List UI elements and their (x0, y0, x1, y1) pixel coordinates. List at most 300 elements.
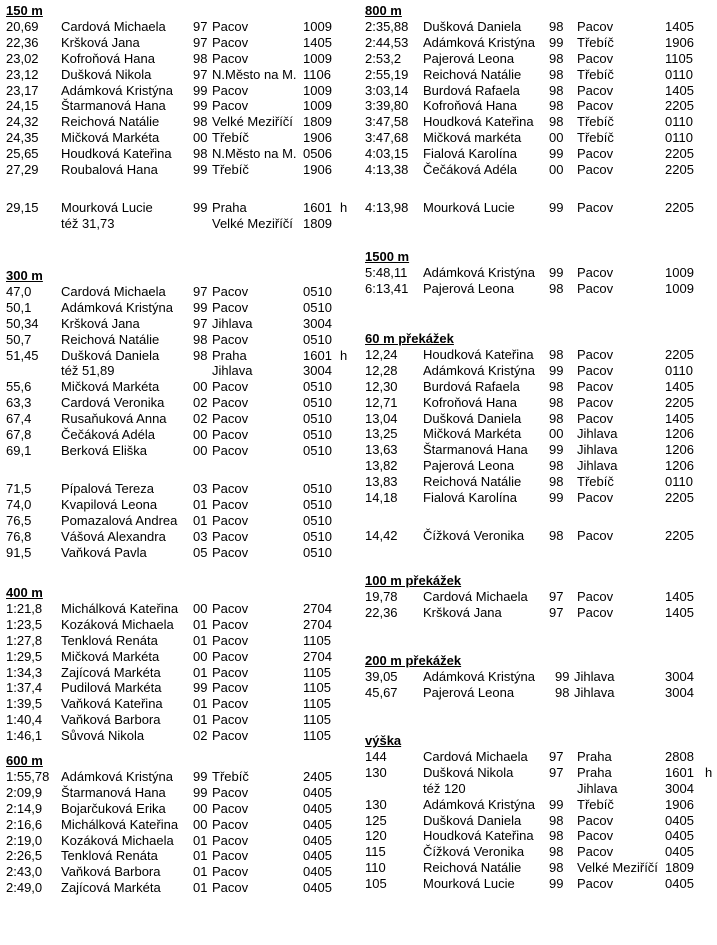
result-row (6, 880, 356, 896)
date: 1206 (665, 458, 694, 474)
result-row (365, 490, 715, 506)
athlete-name: Adámková Kristýna (61, 82, 173, 98)
hall-flag: h (340, 200, 348, 216)
birth-year: 01 (193, 496, 208, 512)
result-row (365, 35, 715, 51)
athlete-name: Adámková Kristýna (423, 34, 535, 50)
performance: 1:21,8 (6, 600, 43, 616)
birth-year: 98 (549, 410, 564, 426)
result-row (365, 114, 715, 130)
date: 1809 (303, 216, 332, 232)
venue: N.Město na M. (212, 66, 297, 82)
athlete-name: Vášová Alexandra (61, 528, 166, 544)
venue: Pacov (212, 442, 249, 458)
section-title: 1500 m (365, 249, 410, 264)
performance: 39,05 (365, 668, 398, 684)
date: 0405 (303, 784, 332, 800)
birth-year: 99 (549, 34, 564, 50)
venue: Pacov (577, 346, 614, 362)
performance: 2:53,2 (365, 50, 402, 66)
birth-year: 00 (193, 600, 208, 616)
result-row (365, 281, 715, 297)
result-row (6, 300, 356, 316)
birth-year: 01 (193, 848, 208, 864)
birth-year: 03 (193, 528, 208, 544)
athlete-name: Kršková Jana (61, 34, 140, 50)
birth-year: 01 (193, 616, 208, 632)
result-row (365, 83, 715, 99)
performance: 2:43,0 (6, 864, 43, 880)
result-row (365, 876, 715, 892)
date: 1206 (665, 426, 694, 442)
date: 1009 (665, 264, 694, 280)
athlete-name: Houdková Kateřina (61, 146, 172, 162)
venue: Pacov (212, 411, 249, 427)
date: 1405 (665, 410, 694, 426)
performance: 71,5 (6, 481, 32, 497)
performance: 1:40,4 (6, 712, 43, 728)
date: 1809 (303, 114, 332, 130)
date: 0405 (665, 876, 694, 892)
date: 2205 (665, 394, 694, 410)
birth-year: 00 (193, 130, 208, 146)
performance: 67,4 (6, 411, 32, 427)
performance: 1:39,5 (6, 696, 43, 712)
hall-flag: h (340, 347, 348, 363)
date: 0510 (303, 299, 332, 315)
venue: Pacov (212, 800, 249, 816)
result-row (365, 669, 715, 685)
result-row (365, 828, 715, 844)
result-row (365, 411, 715, 427)
athlete-name: Rusaňuková Anna (61, 411, 167, 427)
venue: Pacov (212, 528, 249, 544)
athlete-name: Adámková Kristýna (423, 796, 535, 812)
date: 0405 (303, 848, 332, 864)
date: 2808 (665, 748, 694, 764)
performance: 4:13,98 (365, 200, 409, 216)
venue: Velké Meziříčí (577, 860, 658, 876)
birth-year: 99 (193, 299, 208, 315)
result-row (6, 332, 356, 348)
result-row (365, 474, 715, 490)
venue: Pacov (212, 632, 249, 648)
section-title: 300 m (6, 268, 43, 283)
athlete-name: Štarmanová Hana (61, 98, 166, 114)
birth-year: 98 (549, 82, 564, 98)
performance: 55,6 (6, 379, 32, 395)
section-title: výška (365, 733, 402, 748)
birth-year: 98 (549, 474, 564, 490)
performance: 110 (365, 860, 386, 876)
venue: Pacov (212, 880, 249, 896)
birth-year: 99 (549, 200, 564, 216)
performance: 24,35 (6, 130, 39, 146)
performance: 2:55,19 (365, 66, 409, 82)
athlete-name: Kofroňová Hana (423, 98, 517, 114)
venue: Pacov (212, 728, 249, 744)
result-row (365, 426, 715, 442)
venue: N.Město na M. (212, 146, 297, 162)
birth-year: 99 (549, 876, 564, 892)
date: 1105 (303, 632, 331, 648)
athlete-name: Vaňková Barbora (61, 864, 161, 880)
athlete-name: Pudilová Markéta (61, 680, 162, 696)
section-title: 200 m překážek (365, 653, 462, 668)
result-row (6, 665, 356, 681)
date: 1105 (303, 712, 331, 728)
venue: Pacov (577, 50, 614, 66)
venue: Třebíč (212, 130, 249, 146)
birth-year: 99 (549, 490, 564, 505)
athlete-name: Kofroňová Hana (423, 394, 517, 410)
date: 1009 (303, 18, 332, 34)
venue: Pacov (577, 82, 614, 98)
date: 1105 (303, 680, 331, 696)
result-row (6, 817, 356, 833)
result-row (6, 649, 356, 665)
performance: 23,12 (6, 66, 39, 82)
birth-year: 01 (193, 512, 208, 528)
section-title: 150 m (6, 3, 43, 18)
venue: Třebíč (577, 130, 614, 146)
birth-year: 98 (549, 528, 564, 544)
athlete-name: též 120 (423, 780, 466, 796)
performance: 130 (365, 796, 387, 812)
result-row (365, 605, 715, 621)
result-row (6, 427, 356, 443)
performance: 2:49,0 (6, 880, 43, 896)
performance: 22,36 (6, 34, 39, 50)
date: 0110 (665, 114, 693, 130)
birth-year: 98 (549, 114, 564, 130)
venue: Pacov (212, 283, 249, 299)
birth-year: 98 (193, 331, 208, 347)
date: 0405 (303, 800, 332, 816)
venue: Jihlava (574, 668, 615, 684)
performance: 19,78 (365, 588, 398, 604)
date: 1106 (303, 66, 331, 82)
performance: 50,1 (6, 299, 32, 315)
athlete-name: Pajerová Leona (423, 684, 515, 700)
birth-year: 97 (549, 764, 564, 780)
performance: 1:29,5 (6, 648, 43, 664)
date: 2205 (665, 528, 694, 544)
result-row (6, 848, 356, 864)
birth-year: 00 (193, 800, 208, 816)
venue: Pacov (212, 600, 249, 616)
athlete-name: Reichová Natálie (61, 114, 160, 130)
birth-year: 97 (549, 748, 564, 764)
birth-year: 98 (549, 66, 564, 82)
result-row (6, 98, 356, 114)
performance: 13,63 (365, 442, 398, 458)
birth-year: 97 (193, 18, 208, 34)
performance: 12,28 (365, 362, 398, 378)
birth-year: 98 (555, 684, 570, 700)
birth-year: 00 (549, 426, 564, 442)
result-row (6, 712, 356, 728)
venue: Pacov (577, 490, 614, 505)
venue: Jihlava (577, 426, 618, 442)
performance: 6:13,41 (365, 280, 409, 296)
birth-year: 99 (193, 680, 208, 696)
result-row (6, 83, 356, 99)
date: 0405 (665, 812, 694, 828)
birth-year: 98 (549, 98, 564, 114)
date: 1405 (665, 604, 694, 620)
date: 3004 (303, 315, 332, 331)
venue: Pacov (212, 395, 249, 411)
result-row (6, 728, 356, 744)
date: 1906 (303, 162, 332, 177)
athlete-name: Tenklová Renáta (61, 848, 158, 864)
performance: 3:47,58 (365, 114, 409, 130)
result-row (365, 130, 715, 146)
venue: Třebíč (577, 34, 614, 50)
performance: 3:03,14 (365, 82, 409, 98)
date: 1405 (665, 588, 694, 604)
venue: Třebíč (577, 114, 614, 130)
performance: 67,8 (6, 427, 32, 442)
athlete-name: Adámková Kristýna (423, 362, 535, 378)
birth-year: 00 (193, 648, 208, 664)
birth-year: 98 (549, 378, 564, 394)
venue: Pacov (212, 864, 249, 880)
athlete-name: Houdková Kateřina (423, 828, 534, 844)
venue: Pacov (212, 832, 249, 848)
date: 2205 (665, 146, 694, 162)
result-row (6, 497, 356, 513)
date: 2704 (303, 616, 332, 632)
athlete-name: Vaňková Pavla (61, 544, 147, 560)
result-row (6, 481, 356, 497)
athlete-name: Adámková Kristýna (61, 768, 173, 784)
date: 1105 (665, 50, 693, 66)
athlete-name: Kršková Jana (423, 604, 502, 620)
birth-year: 97 (193, 66, 208, 82)
section-title: 100 m překážek (365, 573, 462, 588)
date: 1405 (303, 34, 332, 50)
athlete-name: Štarmanová Hana (423, 442, 528, 458)
result-row (365, 797, 715, 813)
athlete-name: Mičková Markéta (61, 648, 160, 664)
result-row (6, 200, 356, 216)
birth-year: 98 (193, 347, 208, 363)
athlete-name: Houdková Kateřina (423, 114, 534, 130)
venue: Praha (212, 200, 247, 216)
venue: Pacov (212, 98, 249, 114)
venue: Jihlava (212, 315, 253, 331)
result-row (365, 98, 715, 114)
performance: 76,5 (6, 512, 32, 528)
athlete-name: též 51,89 (61, 363, 115, 379)
venue: Pacov (212, 680, 249, 696)
result-row (365, 813, 715, 829)
athlete-name: Fialová Karolína (423, 490, 517, 505)
venue: Pacov (212, 712, 249, 728)
performance: 2:35,88 (365, 18, 409, 34)
birth-year: 98 (549, 828, 564, 844)
venue: Jihlava (212, 363, 253, 379)
venue: Pacov (212, 784, 249, 800)
athlete-name: Mičková Markéta (423, 426, 522, 442)
result-row (6, 363, 356, 379)
performance: 130 (365, 764, 387, 780)
date: 0510 (303, 544, 332, 560)
venue: Třebíč (212, 162, 249, 177)
date: 2205 (665, 346, 694, 362)
athlete-name: Kofroňová Hana (61, 50, 155, 66)
date: 1009 (303, 50, 332, 66)
result-row (6, 146, 356, 162)
athlete-name: Berková Eliška (61, 442, 147, 458)
venue: Pacov (212, 648, 249, 664)
performance: 12,30 (365, 378, 398, 394)
birth-year: 99 (193, 82, 208, 98)
birth-year: 99 (549, 442, 564, 458)
birth-year: 99 (193, 768, 208, 784)
athlete-name: Adámková Kristýna (423, 668, 535, 684)
performance: 24,32 (6, 114, 39, 130)
date: 0405 (303, 864, 332, 880)
result-row (365, 19, 715, 35)
date: 3004 (665, 668, 694, 684)
venue: Pacov (212, 544, 249, 560)
athlete-name: Dušková Daniela (61, 347, 160, 363)
result-row (6, 114, 356, 130)
result-row (365, 844, 715, 860)
result-row (6, 19, 356, 35)
athlete-name: Michálková Kateřina (61, 816, 179, 832)
venue: Praha (577, 764, 612, 780)
result-row (6, 601, 356, 617)
performance: 12,24 (365, 346, 398, 362)
result-row (6, 617, 356, 633)
result-row (365, 162, 715, 178)
venue: Praha (212, 347, 247, 363)
athlete-name: Dušková Daniela (423, 18, 522, 34)
venue: Pacov (212, 481, 249, 497)
date: 0510 (303, 395, 332, 411)
result-row (365, 685, 715, 701)
section-title: 600 m (6, 753, 43, 768)
date: 0510 (303, 427, 332, 442)
result-row (6, 411, 356, 427)
venue: Pacov (577, 604, 614, 620)
birth-year: 99 (549, 146, 564, 162)
performance: 1:27,8 (6, 632, 43, 648)
result-row (6, 379, 356, 395)
result-row (6, 284, 356, 300)
performance: 5:48,11 (365, 264, 408, 280)
result-row (365, 363, 715, 379)
birth-year: 98 (549, 860, 564, 876)
performance: 4:03,15 (365, 146, 409, 162)
venue: Pacov (577, 844, 614, 860)
performance: 69,1 (6, 442, 32, 458)
venue: Velké Meziříčí (212, 216, 293, 232)
venue: Pacov (212, 816, 249, 832)
athlete-name: Fialová Karolína (423, 146, 517, 162)
date: 2704 (303, 600, 332, 616)
date: 0510 (303, 442, 332, 458)
birth-year: 97 (193, 34, 208, 50)
performance: 76,8 (6, 528, 32, 544)
athlete-name: Adámková Kristýna (423, 264, 535, 280)
result-row (365, 528, 715, 544)
birth-year: 99 (193, 162, 208, 177)
venue: Jihlava (577, 458, 618, 474)
athlete-name: Vaňková Barbora (61, 712, 161, 728)
venue: Pacov (212, 496, 249, 512)
birth-year: 99 (549, 264, 564, 280)
athlete-name: Roubalová Hana (61, 162, 158, 177)
athlete-name: Pípalová Tereza (61, 481, 154, 497)
athlete-name: Sůvová Nikola (61, 728, 145, 744)
athlete-name: Cardová Michaela (61, 18, 166, 34)
athlete-name: Vaňková Kateřina (61, 696, 163, 712)
date: 0405 (665, 828, 694, 844)
venue: Pacov (212, 696, 249, 712)
athlete-name: též 31,73 (61, 216, 115, 232)
performance: 14,18 (365, 490, 398, 505)
venue: Třebíč (577, 66, 614, 82)
result-row (6, 633, 356, 649)
athlete-name: Dušková Daniela (423, 410, 522, 426)
athlete-name: Čečáková Adéla (61, 427, 155, 442)
birth-year: 99 (193, 200, 208, 216)
date: 1105 (303, 696, 331, 712)
result-row (6, 696, 356, 712)
athlete-name: Dušková Nikola (61, 66, 152, 82)
date: 0110 (665, 474, 693, 490)
athlete-name: Pajerová Leona (423, 50, 515, 66)
athlete-name: Mičková Markéta (61, 130, 160, 146)
date: 0405 (665, 844, 694, 860)
section-title: 800 m (365, 3, 402, 18)
date: 2205 (665, 490, 694, 505)
venue: Velké Meziříčí (212, 114, 293, 130)
date: 1601 (303, 347, 332, 363)
performance: 2:19,0 (6, 832, 43, 848)
result-row (6, 316, 356, 332)
performance: 3:39,80 (365, 98, 409, 114)
result-row (6, 801, 356, 817)
date: 1601 (303, 200, 332, 216)
performance: 29,15 (6, 200, 39, 216)
date: 2205 (665, 200, 694, 216)
athlete-name: Kozáková Michaela (61, 616, 174, 632)
venue: Pacov (577, 828, 614, 844)
performance: 3:47,68 (365, 130, 409, 146)
venue: Pacov (577, 876, 614, 892)
date: 0405 (303, 832, 332, 848)
result-row (365, 67, 715, 83)
birth-year: 01 (193, 696, 208, 712)
result-row (365, 347, 715, 363)
birth-year: 98 (193, 146, 208, 162)
venue: Pacov (577, 410, 614, 426)
performance: 1:37,4 (6, 680, 43, 696)
date: 0510 (303, 411, 332, 427)
venue: Jihlava (574, 684, 615, 700)
birth-year: 99 (555, 668, 570, 684)
performance: 144 (365, 748, 387, 764)
athlete-name: Kvapilová Leona (61, 496, 158, 512)
date: 2205 (665, 98, 694, 114)
venue: Třebíč (577, 796, 614, 812)
